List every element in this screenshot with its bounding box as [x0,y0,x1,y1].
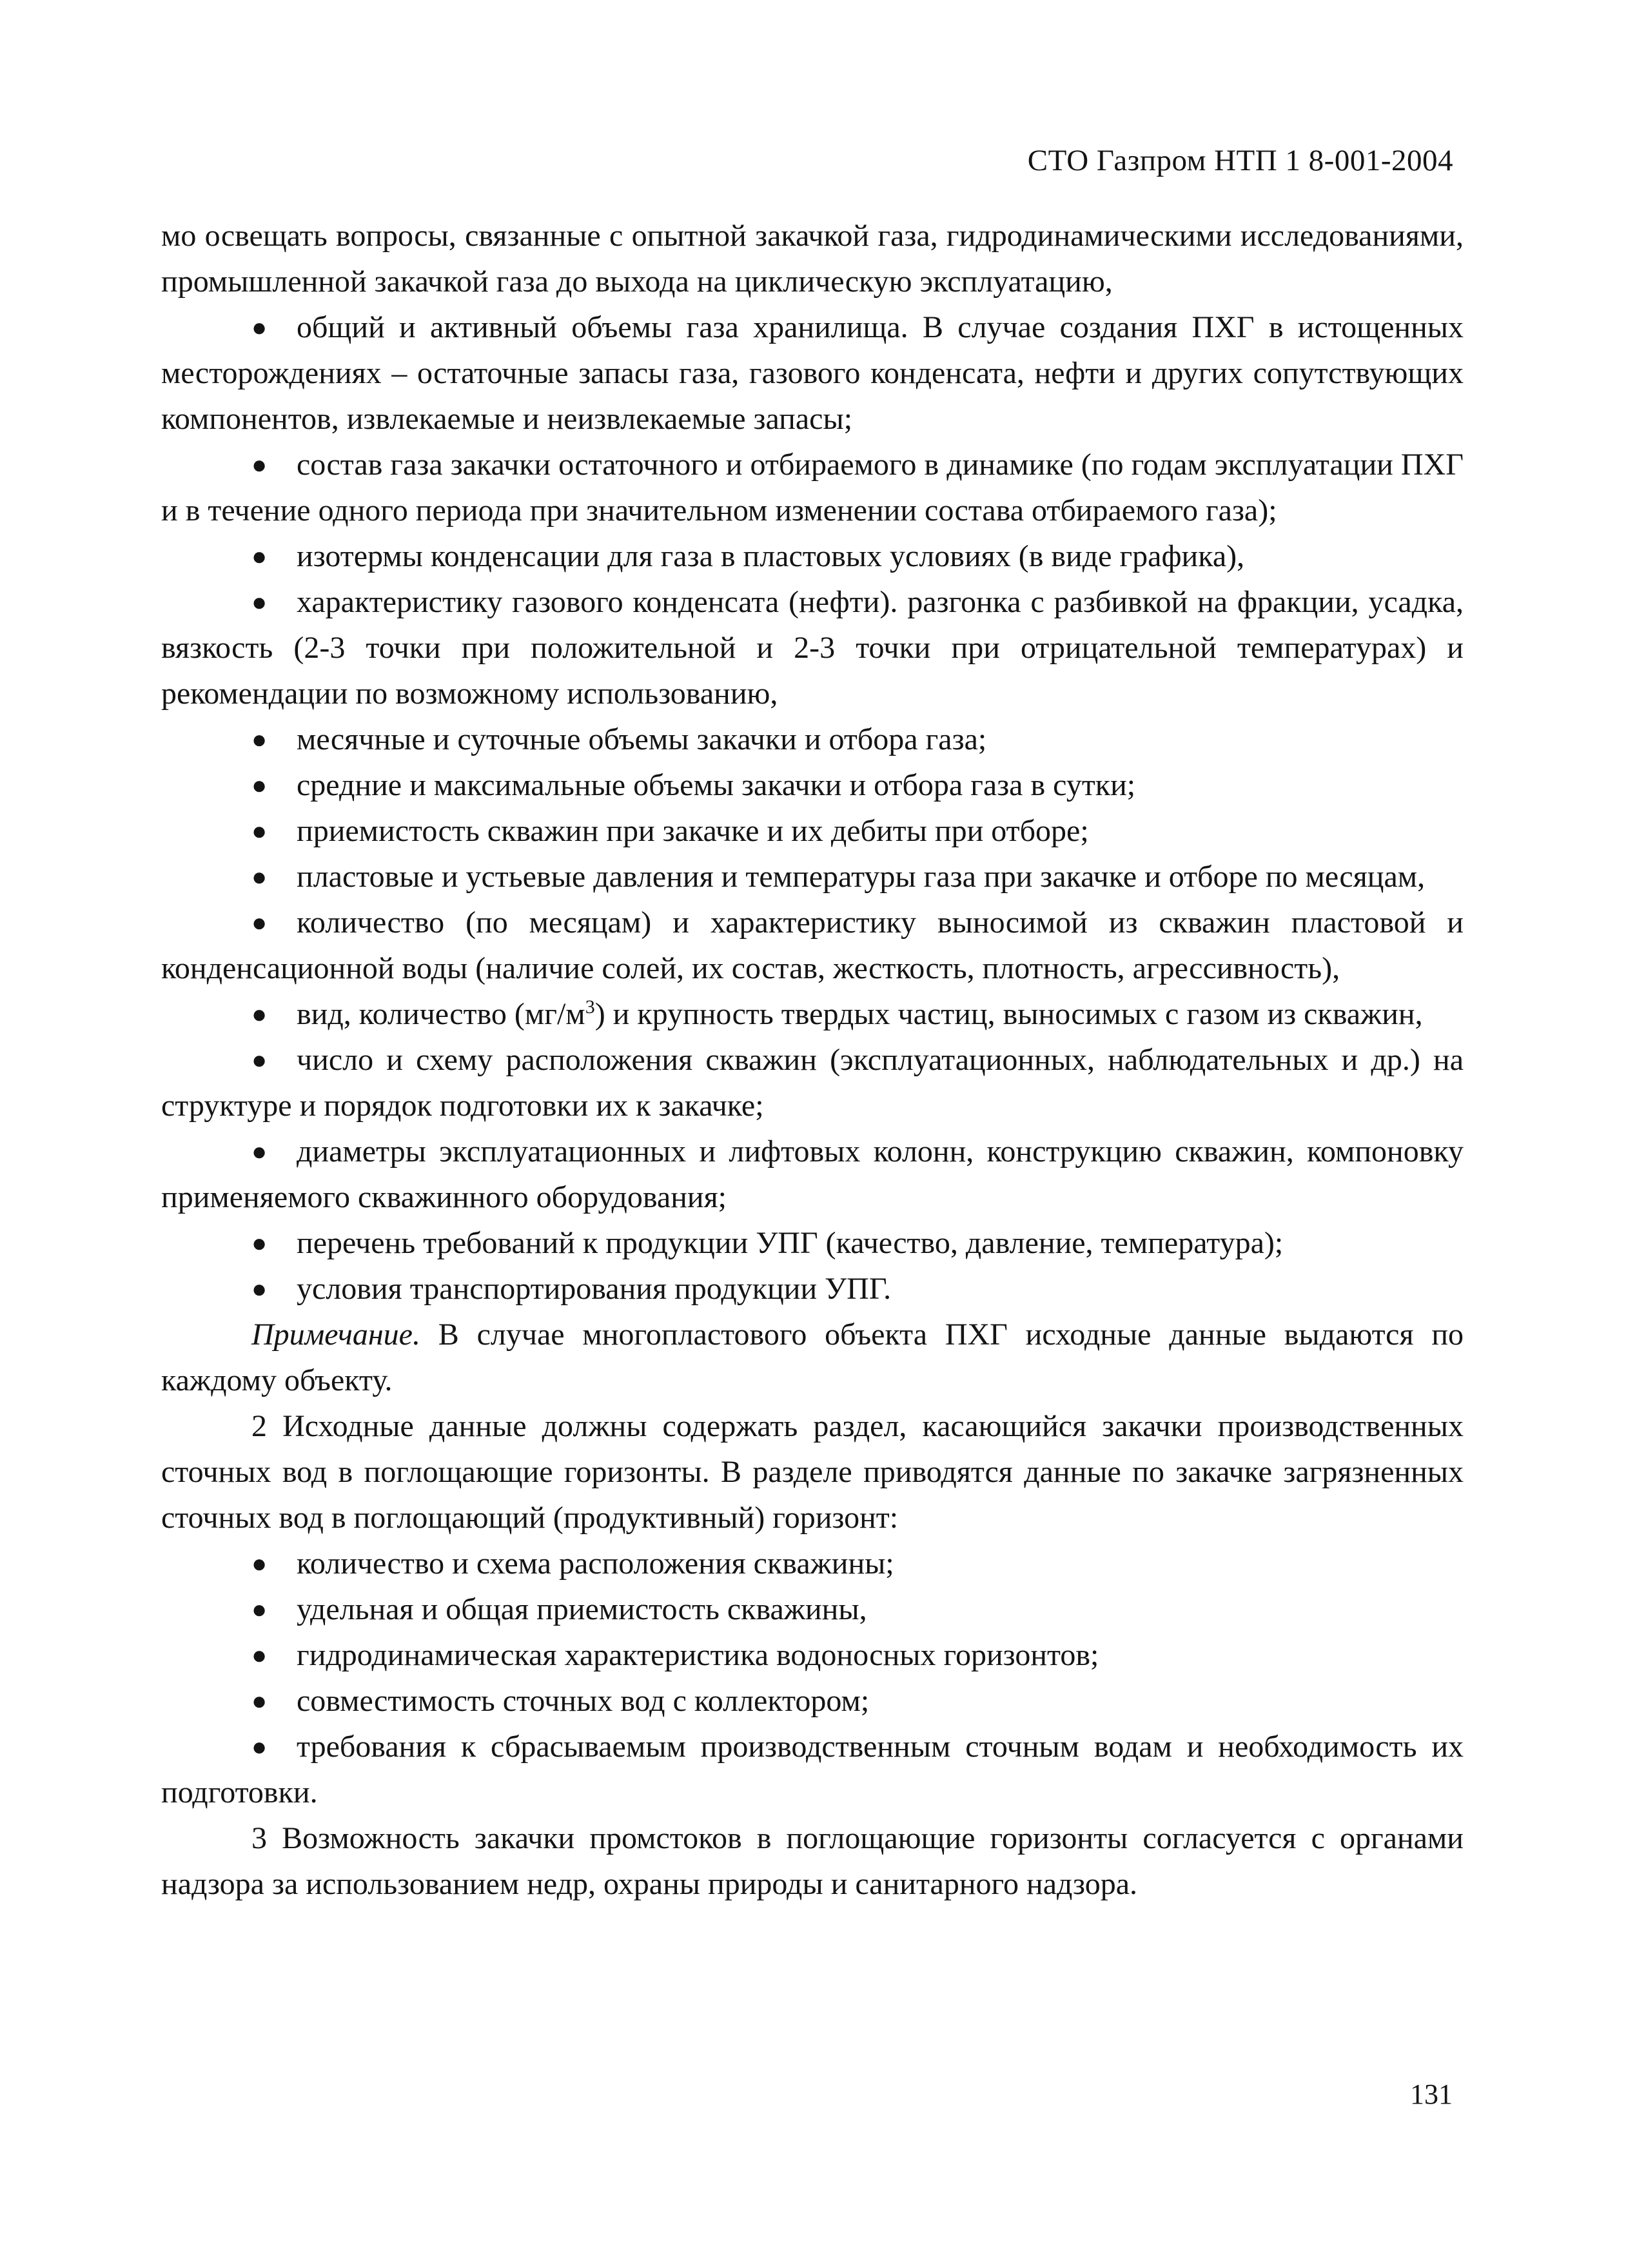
bullet-item [161,900,1464,991]
bullet-icon: ● [251,1641,268,1670]
bullet-icon: ● [251,1549,268,1578]
bullet-text: характеристику газового конденсата (нефти). разгонка с разбивкой на фракции, усадка, вязкость (2-3 точки при положительной и 2-3 точки при отрицательной температурах) и рекомендации по возможному использованию, [161,585,1464,711]
intro-paragraph: мо освещать вопросы, связанные с опытной закачкой газа, гидродинамическими исследованиями, промышленной закачкой газа до выхода на циклическую эксплуатацию, [161,219,1464,299]
body-text [161,213,1464,1907]
bullet-text: удельная и общая приемистость скважины, [297,1592,867,1626]
note-text: В случае многопластового объекта ПХГ исходные данные выдаются по каждому объекту. [161,1317,1464,1397]
bullet-icon: ● [251,542,268,571]
bullet-text: перечень требований к продукции УПГ (качество, давление, температура); [297,1226,1284,1260]
bullet-icon: ● [251,1732,268,1761]
bullet-text: общий и активный объемы газа хранилища. В случае создания ПХГ в истощенных месторождениях – остаточные запасы газа, газового конденсата, нефти и других сопутствующих компонентов, извлекаемые и неизвлекаемые запасы; [161,310,1464,436]
bullet-item [161,533,1464,579]
bullet-icon: ● [251,313,268,342]
bullet-icon: ● [251,1228,268,1257]
bullet-icon: ● [251,862,268,891]
bullet-item [161,1129,1464,1220]
bullet-item [161,442,1464,533]
bullet-text: ) и крупность твердых частиц, выносимых с газом из скважин, [594,997,1423,1031]
bullet-item [161,1220,1464,1266]
bullet-text: совместимость сточных вод с коллектором; [297,1684,870,1718]
section-2-paragraph: 2 Исходные данные должны содержать раздел, касающийся закачки производственных сточных вод в поглощающие горизонты. В разделе приводятся данные по закачке загрязненных сточных вод в поглощающий (продуктивный) горизонт: [161,1409,1464,1535]
bullet-icon: ● [251,1137,268,1166]
document-code-header: СТО Газпром НТП 1 8-001-2004 [1027,144,1453,177]
bullet-item [161,304,1464,442]
bullet-item [161,1037,1464,1129]
bullet-text: изотермы конденсации для газа в пластовых условиях (в виде графика), [297,539,1245,573]
bullet-icon: ● [251,725,268,754]
bullet-icon: ● [251,587,268,616]
bullet-item [161,1632,1464,1678]
bullet-icon: ● [251,908,268,937]
section-3-paragraph: 3 Возможность закачки промстоков в поглощающие горизонты согласуется с органами надзора за использованием недр, охраны природы и санитарного надзора. [161,1821,1464,1901]
note-label: Примечание. [251,1317,420,1352]
bullet-text: условия транспортирования продукции УПГ. [297,1272,892,1306]
bullet-text: требования к сбрасываемым производственным сточным водам и необходимость их подготовки. [161,1730,1464,1809]
bullet-icon: ● [251,1595,268,1624]
bullet-text: количество (по месяцам) и характеристику выносимой из скважин пластовой и конденсационной воды (наличие солей, их состав, жесткость, плотность, агрессивность), [161,905,1464,985]
bullet-text: средние и максимальные объемы закачки и отбора газа в сутки; [297,768,1136,802]
bullet-icon: ● [251,1686,268,1715]
bullet-text: число и схему расположения скважин (эксплуатационных, наблюдательных и др.) на структуре и порядок подготовки их к закачке; [161,1043,1464,1123]
bullet-item [161,1678,1464,1724]
bullet-item [161,808,1464,854]
page-number: 131 [1410,2078,1453,2110]
bullet-item [161,854,1464,900]
bullet-text: количество и схема расположения скважины; [297,1546,894,1581]
bullet-icon: ● [251,450,268,479]
bullet-icon: ● [251,816,268,845]
bullet-icon: ● [251,1274,268,1303]
bullet-item [161,579,1464,716]
bullet-text: гидродинамическая характеристика водоносных горизонтов; [297,1638,1099,1672]
bullet-icon: ● [251,771,268,800]
bullet-text: пластовые и устьевые давления и температуры газа при закачке и отборе по месяцам, [297,860,1426,894]
bullet-item-solids [161,991,1464,1037]
bullet-item [161,762,1464,808]
note-paragraph [161,1312,1464,1403]
bullet-icon: ● [251,1000,268,1029]
superscript: 3 [585,996,595,1018]
bullet-item [161,716,1464,762]
bullet-icon: ● [251,1045,268,1074]
bullet-text: вид, количество (мг/м [297,997,585,1031]
bullet-text: диаметры эксплуатационных и лифтовых колонн, конструкцию скважин, компоновку применяемого скважинного оборудования; [161,1134,1464,1214]
bullet-text: состав газа закачки остаточного и отбираемого в динамике (по годам эксплуатации ПХГ и в течение одного периода при значительном изменении состава отбираемого газа); [161,448,1464,528]
bullet-text: приемистость скважин при закачке и их дебиты при отборе; [297,814,1089,848]
bullet-item [161,1266,1464,1312]
bullet-item [161,1724,1464,1815]
bullet-item [161,1586,1464,1632]
bullet-item [161,1541,1464,1586]
bullet-text: месячные и суточные объемы закачки и отбора газа; [297,722,987,756]
